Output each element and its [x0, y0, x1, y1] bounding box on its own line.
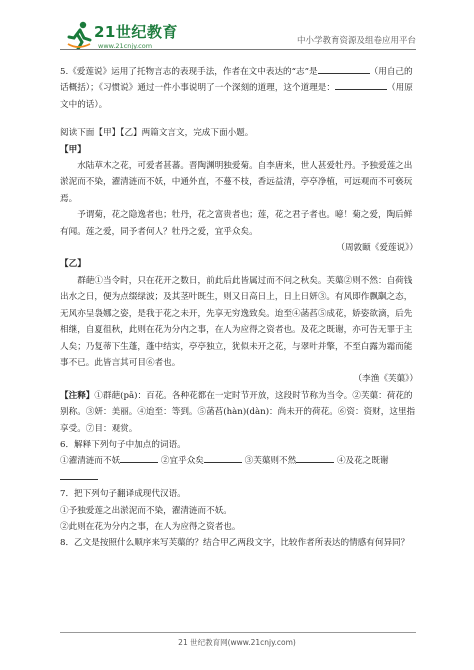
q6-blank-4[interactable]: [60, 470, 98, 480]
page-footer: 21 世纪教育网(www.21cnjy.com): [178, 638, 296, 647]
q5-blank-2[interactable]: [335, 80, 387, 90]
q6-blank-1[interactable]: [120, 453, 158, 463]
header-divider: [60, 49, 416, 50]
yi-para-1: 群葩①当令时，只在花开之数日，前此后此皆属过而不问之秋矣。芙蕖②则不然：自荷钱出水之日，便为点缀绿波；及其茎叶既生，则又日高日上，日上日妍③。有风即作飘飖之态，无风亦呈袅娜之姿，是我于花之未开，先享无穷逸致矣。迨至④菡萏⑤成花，娇姿欲滴，后先相继，自夏徂秋，此则在花为分内之事，在人为应得之资者也。及花之既谢，亦可告无罪于主人矣；乃复蒂下生蓬，蓬中结实，亭亭独立，犹似未开之花，与翠叶并擎，不至白露为霜而能事不已。此皆言其可目⑥者也。: [60, 275, 413, 368]
question-6: 6．解释下列句子中加点的词语。: [60, 439, 186, 450]
q6-item-1: ①濯清涟而不妖: [60, 456, 121, 467]
notes-label: 【注释】: [60, 390, 95, 401]
question-8: 8．乙文是按照什么顺序来写芙蕖的？结合甲乙两段文字，比较作者所表达的情感有何异同？: [60, 538, 410, 549]
q5-blank-1[interactable]: [318, 64, 370, 74]
jia-source: （周敦颐《爱莲说》）: [336, 243, 418, 254]
q7-sentence-2: ②此则在花为分内之事，在人为应得之资者也。: [60, 521, 241, 532]
site-logo: [64, 18, 214, 56]
question-7: 7．把下列句子翻译成现代汉语。: [60, 489, 186, 500]
q6-items: [60, 453, 418, 486]
jia-para-1: 水陆草木之花，可爱者甚蕃。晋陶渊明独爱菊。自李唐来，世人甚爱牡丹。予独爱莲之出淤泥而不染，濯清涟而不妖，中通外直，不蔓不枝，香远益清，亭亭净植，可远观而不可亵玩焉。: [60, 161, 413, 204]
jia-label: 【甲】: [60, 144, 86, 155]
footer-divider: [60, 632, 416, 633]
q6-item-3: ③芙蕖则不然: [244, 456, 297, 467]
q5-part2: （用自己的话概括）；《习惯说》通过一件小事说明了一个深刻的道理，这个道理是：: [60, 67, 413, 94]
q7-sentence-1: ①予独爱莲之出淤泥而不染，濯清涟而不妖。: [60, 505, 232, 516]
brand-site: www.21cnjy.com: [98, 42, 153, 50]
document-body: [60, 64, 418, 552]
brand-name: 21世纪教育: [94, 23, 178, 41]
question-5: [60, 64, 418, 113]
q5-part1: 5.《爱莲说》运用了托物言志的表现手法，作者在文中表达的“志”是: [60, 67, 318, 77]
q6-blank-3[interactable]: [296, 453, 334, 463]
platform-name: 中小学教育资源及组卷应用平台: [296, 36, 416, 46]
reading-intro: 阅读下面【甲】【乙】两篇文言文，完成下面小题。: [60, 128, 254, 139]
q6-item-2: ②宜乎众矣: [160, 456, 204, 467]
page-header: [64, 18, 416, 58]
runner-logo-icon: [66, 20, 92, 50]
q6-blank-2[interactable]: [204, 453, 242, 463]
yi-source: （李渔《芙蕖》）: [353, 374, 418, 385]
jia-para-2: 予谓菊，花之隐逸者也；牡丹，花之富贵者也；莲，花之君子者也。噫！菊之爱，陶后鲜有闻。莲之爱，同予者何人？牡丹之爱，宜乎众矣。: [60, 210, 413, 237]
notes: [60, 388, 418, 437]
q5-part3: （用原文中的话）。: [60, 83, 413, 110]
yi-label: 【乙】: [60, 259, 86, 270]
q6-item-4: ④及花之既谢: [336, 456, 389, 467]
notes-text: ①群葩(pā)：百花。各种花都在一定时节开放，这段时节称为当令。②芙蕖：荷花的别称。③妍：美丽。④迨至：等到。⑤菡萏(hàn)(dàn)：尚未开的荷花。⑥资：资财，这里指享受。⑦目：观赏。: [60, 390, 416, 434]
